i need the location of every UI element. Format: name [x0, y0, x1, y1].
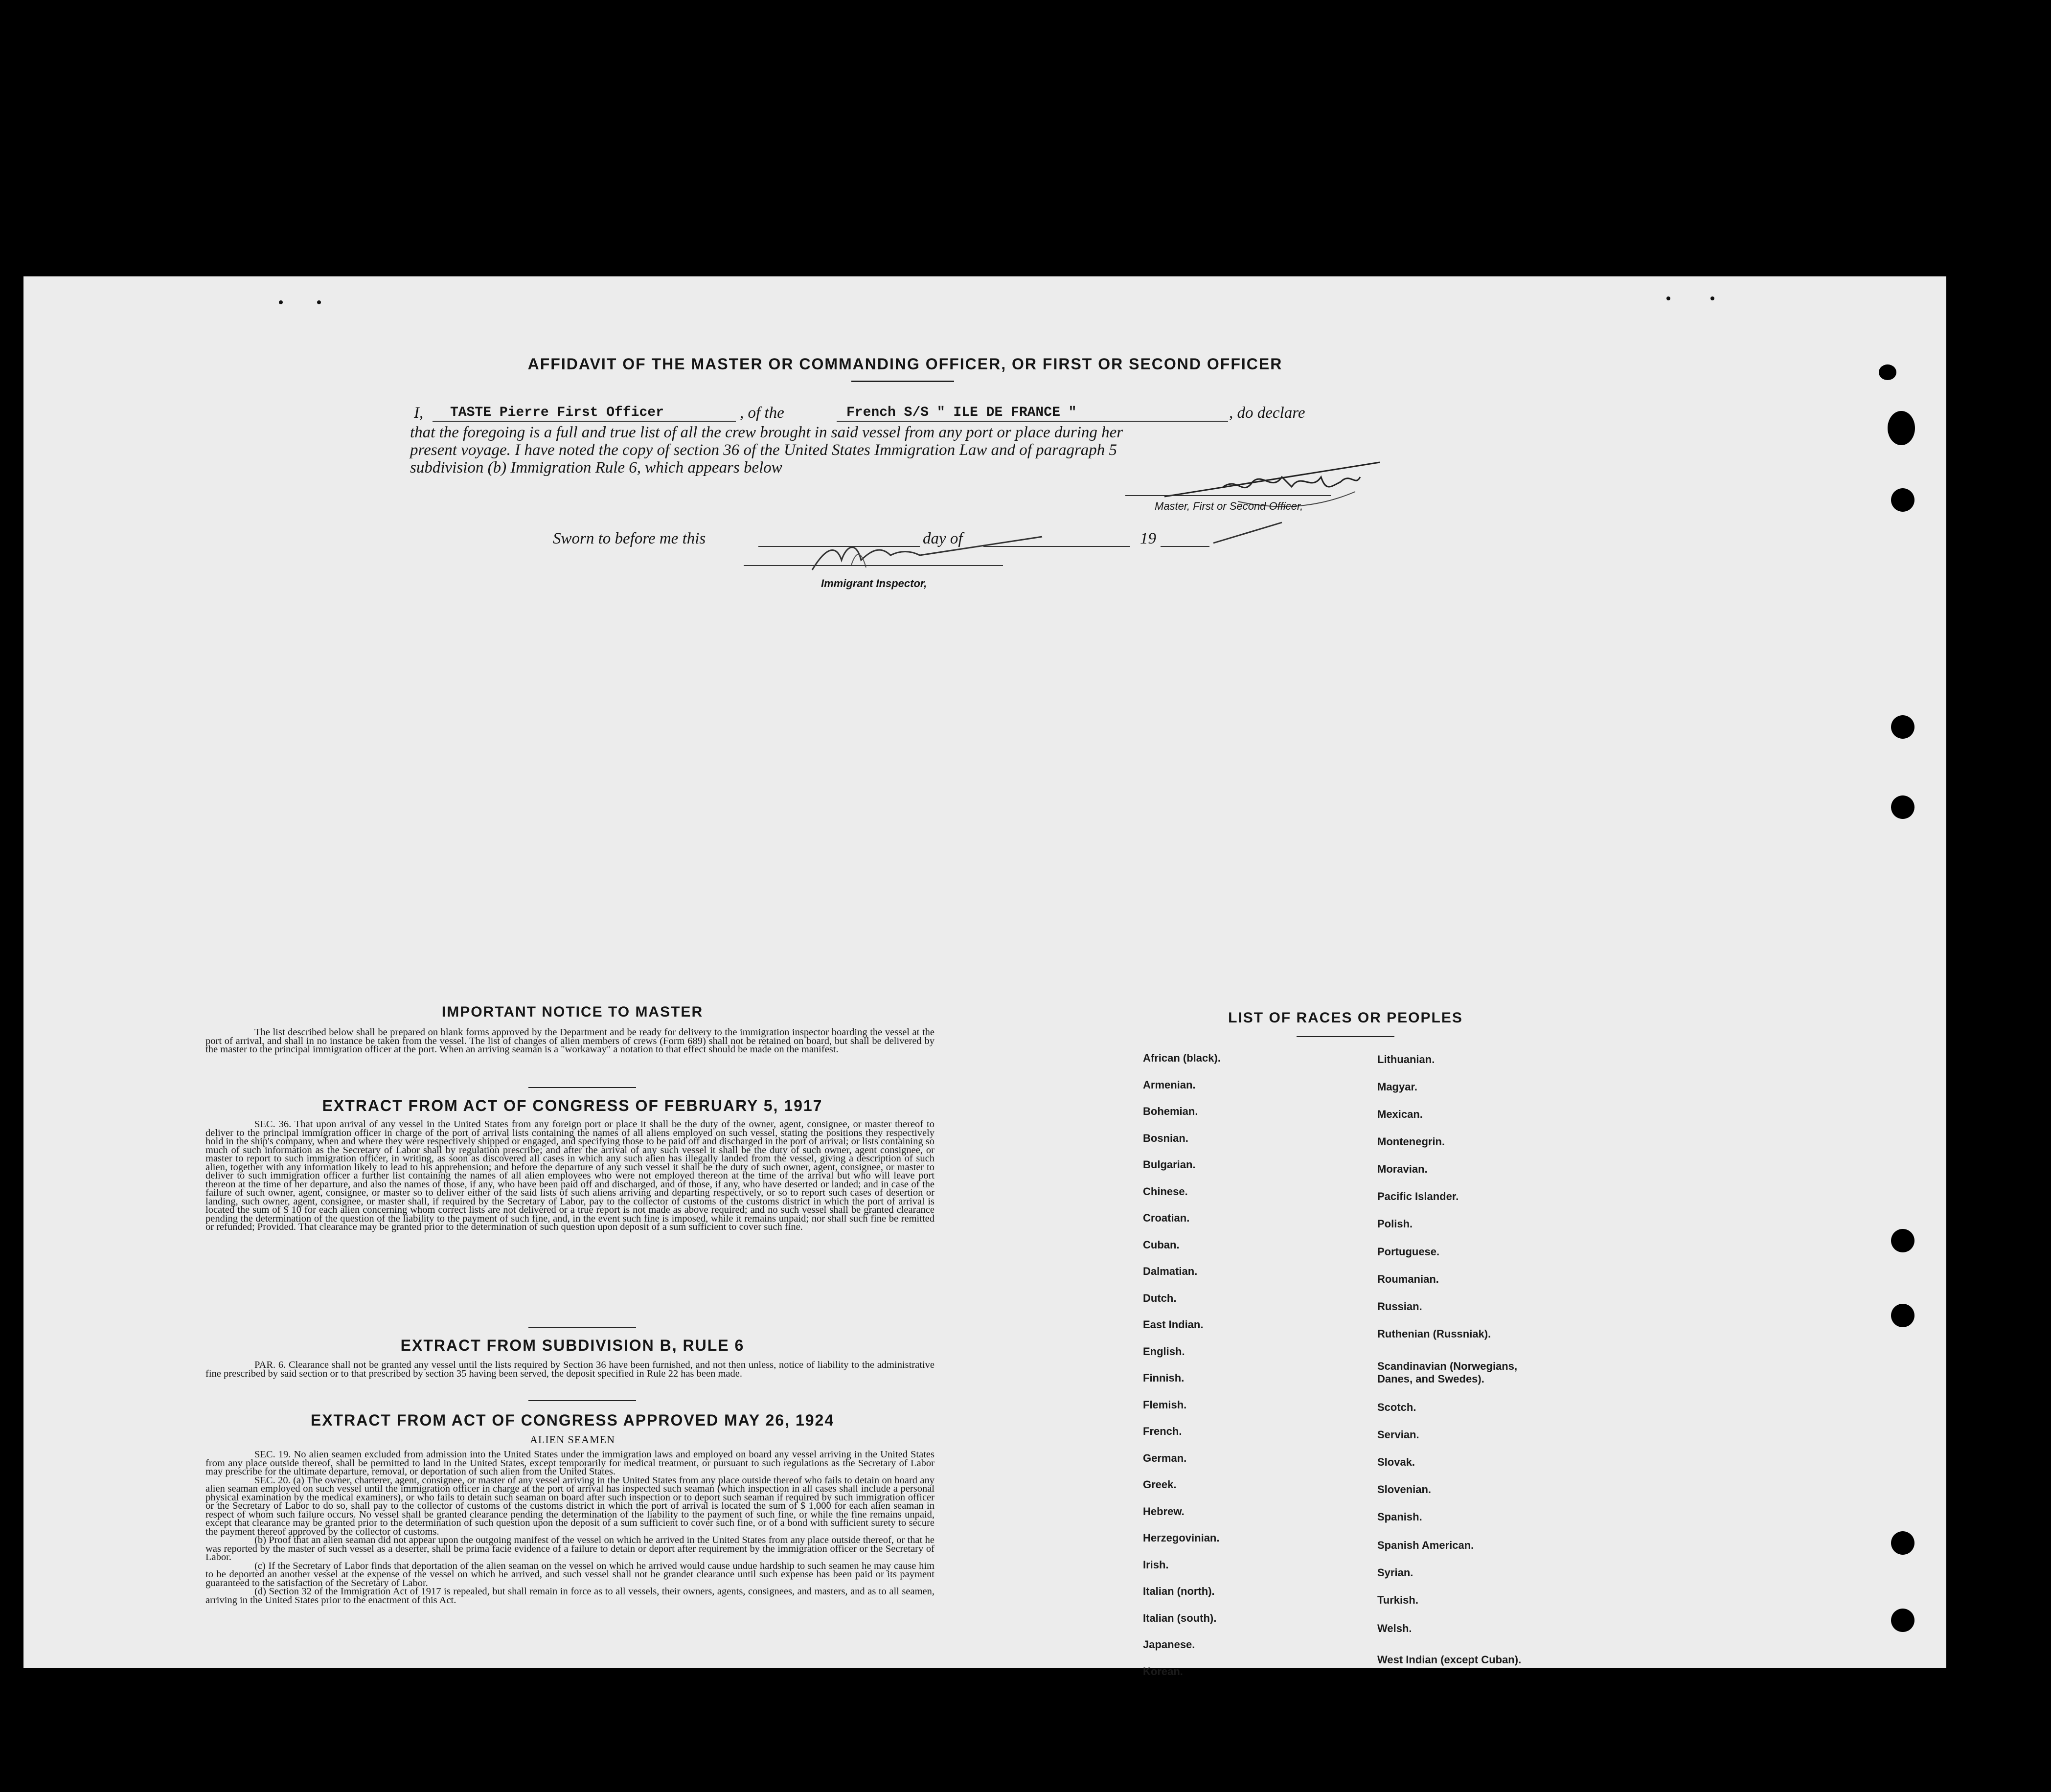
divider	[1297, 1036, 1394, 1037]
rule6-title: EXTRACT FROM SUBDIVISION B, RULE 6	[400, 1337, 745, 1354]
race-item: German.	[1143, 1452, 1187, 1464]
affidavit-line3: present voyage. I have noted the copy of section 36 of the United States Immigration Law and of paragraph 5	[410, 441, 1117, 459]
alien-seamen-subtitle: ALIEN SEAMEN	[530, 1433, 615, 1446]
punch-hole	[1891, 715, 1914, 739]
sec20b-paragraph: (b) Proof that an alien seaman did not appear upon the outgoing manifest of the vessel on which he arrived in the United States from any place outside thereof, or that he was reported by the master of such vessel as a deserter, shall be prima facie evidence of a failure to detain or deport after requirement by the immigration officer or the Secretary of Labor.	[205, 1535, 934, 1563]
race-item: Pacific Islander.	[1377, 1190, 1459, 1202]
race-item: Italian (north).	[1143, 1585, 1215, 1597]
race-item: Dutch.	[1143, 1292, 1177, 1304]
pen-stroke	[1208, 519, 1287, 548]
race-item: Magyar.	[1377, 1081, 1417, 1093]
sworn-text: Sworn to before me this	[553, 530, 706, 547]
race-item: Roumanian.	[1377, 1273, 1439, 1285]
race-item: Bosnian.	[1143, 1132, 1188, 1144]
race-item: Montenegrin.	[1377, 1135, 1445, 1148]
race-item: Slovak.	[1377, 1456, 1415, 1468]
mark-dot	[317, 300, 321, 304]
race-item: Korean.	[1143, 1665, 1183, 1678]
race-item: Croatian.	[1143, 1212, 1190, 1224]
race-item: Hebrew.	[1143, 1505, 1185, 1518]
rule6-paragraph: PAR. 6. Clearance shall not be granted any vessel until the lists required by Section 36 have been furnished, and not then unless, notice of liability to the administrative fine prescribed by said section or to that prescribed by section 35 having been served, the deposit specified in Rule 22 has been made.	[205, 1360, 934, 1379]
punch-hole	[1891, 1304, 1914, 1327]
race-item: Moravian.	[1377, 1163, 1428, 1175]
day-of-text: day of	[923, 530, 963, 547]
punch-hole	[1891, 488, 1914, 512]
race-item: Italian (south).	[1143, 1611, 1217, 1624]
punch-hole	[1891, 1531, 1914, 1555]
race-item: Scandinavian (Norwegians, Danes, and Swedes).	[1377, 1360, 1518, 1385]
divider	[528, 1327, 636, 1328]
sec20c-paragraph: (c) If the Secretary of Labor finds that deportation of the alien seaman on the vessel on which he arrived would cause undue hardship to such seamen he may cause him to be deported an another vessel at the expense of the vessel on which he arrived, and such vessel shall not be grandet clearance until such expense has been paid or its payment guaranteed to the satisfaction of the Secretary of Labor.	[205, 1560, 934, 1588]
race-item: Welsh.	[1377, 1622, 1412, 1634]
vessel-name: French S/S " ILE DE FRANCE "	[846, 405, 1077, 420]
signature-line	[1125, 495, 1331, 496]
extract-1917-text	[205, 1120, 934, 1232]
punch-hole	[1891, 795, 1914, 819]
do-declare-text: , do declare	[1229, 404, 1305, 422]
race-item: Finnish.	[1143, 1372, 1185, 1384]
race-item: Spanish.	[1377, 1511, 1422, 1523]
punch-hole	[1879, 364, 1896, 380]
inspector-signature	[807, 531, 1062, 580]
race-item: East Indian.	[1143, 1318, 1204, 1331]
race-item: Armenian.	[1143, 1078, 1196, 1091]
race-item: Scotch.	[1377, 1401, 1416, 1413]
divider	[528, 1087, 636, 1088]
race-item: Lithuanian.	[1377, 1053, 1435, 1066]
fill-line	[433, 421, 736, 422]
race-item: Chinese.	[1143, 1185, 1188, 1198]
race-item: Bohemian.	[1143, 1105, 1198, 1117]
sec19-paragraph: SEC. 19. No alien seamen excluded from admission into the United States under the immigration laws and employed on board any vessel arriving in the United States from any place outside thereof, shall be permitted to land in the United States, except temporarily for medical treatment, or pursuant to such regulations as the Secretary of Labor may prescribe for the ultimate departure, removal, or deportation of such alien from the United States.	[205, 1449, 934, 1477]
race-item: West Indian (except Cuban).	[1377, 1654, 1522, 1666]
extract-1924-text	[205, 1451, 934, 1605]
fill-line	[837, 421, 1228, 422]
race-item: Servian.	[1377, 1429, 1419, 1441]
affidavit-line2: that the foregoing is a full and true list of all the crew brought in said vessel from any port or place during her	[410, 424, 1123, 441]
races-title: LIST OF RACES OR PEOPLES	[1228, 1010, 1463, 1026]
race-item: Cuban.	[1143, 1238, 1180, 1251]
sec20d-paragraph: (d) Section 32 of the Immigration Act of 1917 is repealed, but shall remain in force as to all vessels, their owners, agents, consignees, and masters, and as to all seamen, arriving in the United States prior to the enactment of this Act.	[205, 1586, 934, 1606]
sec20a-paragraph: SEC. 20. (a) The owner, charterer, agent, consignee, or master of any vessel arriving in the United States from any place outside thereof who fails to detain on board any alien seaman employed on such vessel until the immigration officer in charge at the port of arrival has inspected such seaman (which inspection in all cases shall include a personal physical examination by the medical examiners), or who fails to detain such seaman on board after such inspection or to deport such seaman if required by such immigration officer or the Secretary of Labor to do so, shall pay to the collector of customs of the customs district in which the port of arrival is located the sum of $ 1,000 for each alien seaman in respect of whom such failure occurs. No vessel shall be granted clearance pending the determination of the liability to the payment of such fine, or while the fine remains unpaid, except that clearance may be granted prior to the determination of such question upon the deposit of a sum sufficient to cover such fine, or of a bond with sufficient surety to secure the payment thereof approved by the collector of customs.	[205, 1474, 934, 1537]
notice-text	[205, 1028, 934, 1054]
race-item: Japanese.	[1143, 1638, 1195, 1651]
extract-1917-title: EXTRACT FROM ACT OF CONGRESS OF FEBRUARY 5, 1917	[322, 1097, 823, 1114]
race-item: Greek.	[1143, 1478, 1177, 1491]
race-item: Turkish.	[1377, 1594, 1418, 1606]
officer-name: TASTE Pierre First Officer	[450, 405, 664, 420]
mark-dot	[279, 300, 283, 304]
notice-paragraph: The list described below shall be prepared on blank forms approved by the Department and be ready for delivery to the immigration inspector boarding the vessel at the port of arrival, and shall in no instance be taken from the vessel. The list of changes of alien members of crews (Form 689) shall not be retained on board, but shall be delivered by the master to the principal immigration officer at the port. When an arriving seaman is a "workaway" a notation to that effect should be made on the manifest.	[205, 1027, 934, 1055]
signer-role: Master, First or Second Officer,	[1155, 500, 1303, 512]
fill-line	[1161, 546, 1209, 547]
race-item: English.	[1143, 1345, 1185, 1358]
race-item: Bulgarian.	[1143, 1158, 1196, 1171]
inspector-line	[744, 565, 1003, 566]
divider	[851, 381, 954, 382]
affidavit-line1	[414, 404, 423, 422]
rule6-text	[205, 1361, 934, 1378]
sec36-paragraph: SEC. 36. That upon arrival of any vessel in the United States from any foreign port or place it shall be the duty of the owner, agent, consignee, or master thereof to deliver to the principal immigration officer in charge of the port of arrival lists containing the names of all aliens employed on such vessel, stating the positions they respectively hold in the ship's company, when and where they were respectively shipped or engaged, and specifying those to be paid off and discharged in the port of arrival; or lists containing so much of such information as the Secretary of Labor shall by regulation prescribe; and after the arrival of any such vessel it shall be the duty of such owner, agent consignee, or master to report to such immigration officer, in writing, as soon as discovered all cases in which any such alien has illegally landed from the vessel, giving a description of such alien, together with any information likely to lead to his apprehension; and before the departure of any such vessel it shall be the duty of such owner, agent, consignee, or master to deliver to such immigration officer a further list containing the names of all alien employees who were not employed thereon at the time of the arrival but who will leave port thereon at the time of her departure, and also the names of those, if any, who have been paid off and discharged, and of those, if any, who have deserted or landed; and in case of the failure of such owner, agent, consignee, or master so to deliver either of the said lists of such aliens arriving and departing respectively, or so to report such cases of desertion or landing, such owner, agent, consignee, or master shall, if required by the Secretary of Labor, pay to the collector of customs of the customs district in which the port of arrival is located the sum of $ 10 for each alien concerning whom correct lists are not delivered or a true report is not made as above required; and no such vessel shall be granted clearance pending the determination of the question of the liability to the payment of such fine, and, in the event such fine is imposed, while it remains unpaid; nor shall such fine be remitted or refunded; Provided. That clearance may be granted prior to the determination of such question upon deposit of a sum sufficient to cover such fine.	[205, 1119, 934, 1232]
extract-1924-title: EXTRACT FROM ACT OF CONGRESS APPROVED MAY 26, 1924	[310, 1411, 835, 1429]
affidavit-title: AFFIDAVIT OF THE MASTER OR COMMANDING OFFICER, OR FIRST OR SECOND OFFICER	[527, 355, 1283, 373]
inspector-label: Immigrant Inspector,	[821, 577, 927, 590]
race-item: French.	[1143, 1425, 1182, 1437]
mark-dot	[1666, 296, 1670, 300]
affidavit-prefix: I,	[414, 404, 424, 422]
race-item: Portuguese.	[1377, 1246, 1440, 1258]
race-item: Dalmatian.	[1143, 1265, 1198, 1277]
punch-hole	[1891, 1229, 1914, 1252]
race-item: Russian.	[1377, 1300, 1422, 1313]
punch-hole	[1888, 411, 1915, 445]
race-item: Irish.	[1143, 1558, 1169, 1571]
race-item: Mexican.	[1377, 1108, 1423, 1120]
race-item: Ruthenian (Russniak).	[1377, 1328, 1491, 1340]
notice-title: IMPORTANT NOTICE TO MASTER	[441, 1004, 704, 1020]
punch-hole	[1891, 1609, 1914, 1632]
race-item: Spanish American.	[1377, 1539, 1474, 1551]
race-item: Slovenian.	[1377, 1483, 1432, 1496]
divider	[528, 1400, 636, 1401]
of-the-text: , of the	[740, 404, 784, 422]
race-item: Flemish.	[1143, 1398, 1187, 1411]
affidavit-line4: subdivision (b) Immigration Rule 6, which appears below	[410, 459, 782, 476]
race-item: Polish.	[1377, 1218, 1413, 1230]
race-item: African (black).	[1143, 1052, 1221, 1064]
year-text: 19	[1140, 530, 1156, 547]
mark-dot	[1710, 296, 1714, 300]
race-item: Syrian.	[1377, 1566, 1413, 1579]
race-item: Herzegovinian.	[1143, 1532, 1220, 1544]
